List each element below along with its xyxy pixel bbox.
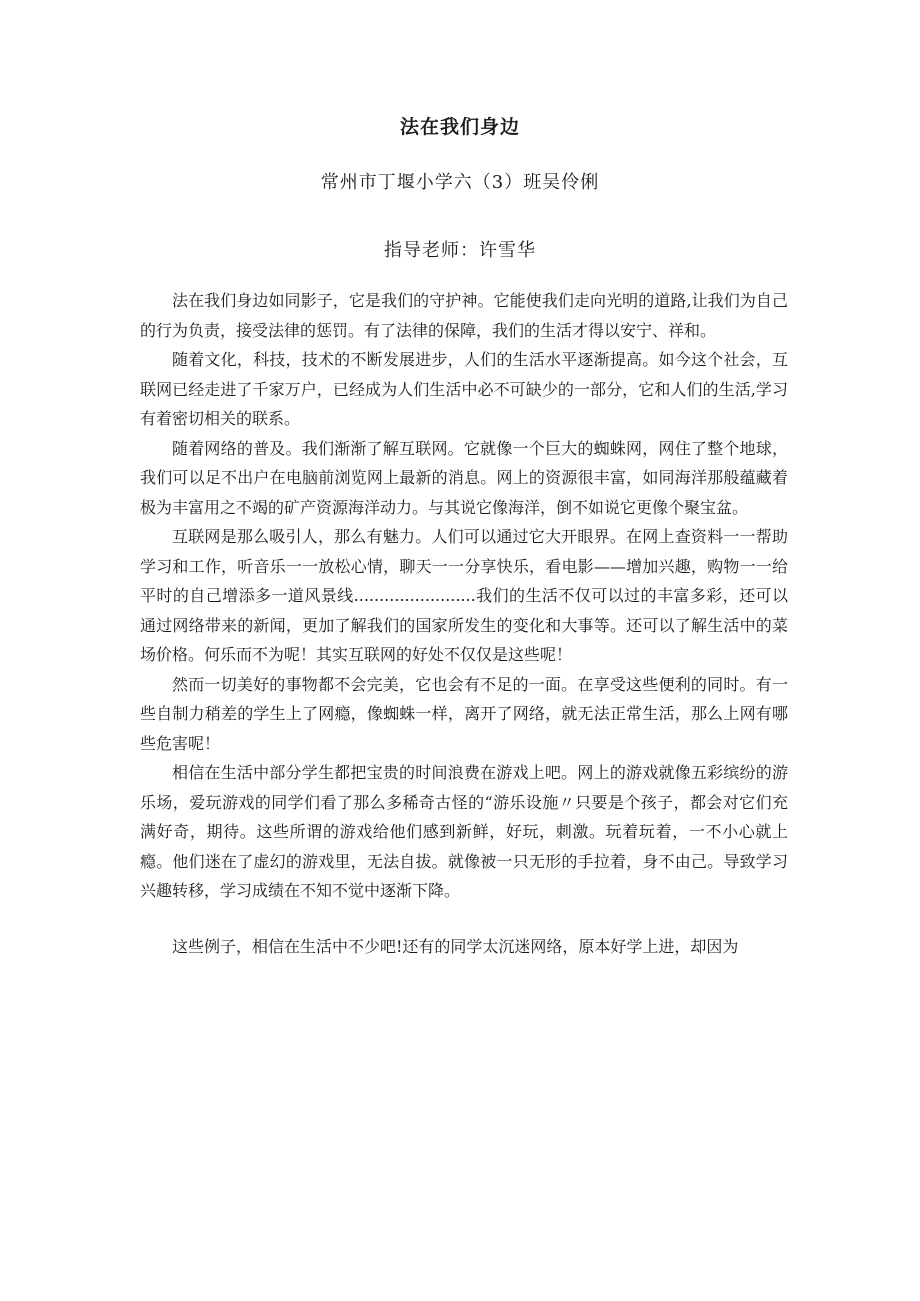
document-body (140, 286, 788, 961)
paragraph: 然而一切美好的事物都不会完美，它也会有不足的一面。在享受这些便利的同时。有一些自制力稍差的学生上了网瘾，像蜘蛛一样，离开了网络，就无法正常生活，那么上网有哪些危害呢！ (140, 674, 788, 753)
paragraph: 随着文化，科技，技术的不断发展进步，人们的生活水平逐渐提高。如今这个社会，互联网已经走进了千家万户，已经成为人们生活中必不可缺少的一部分，它和人们的生活,学习有着密切相关的联系。 (140, 350, 788, 428)
author-line: 常州市丁堰小学六（3）班吴伶俐 (320, 172, 600, 193)
paragraph: 法在我们身边如同影子，它是我们的守护神。它能使我们走向光明的道路,让我们为自己的行为负责，接受法律的惩罚。有了法律的保障，我们的生活才得以安宁、祥和。 (140, 291, 788, 340)
paragraph: 随着网络的普及。我们渐渐了解互联网。它就像一个巨大的蜘蛛网，网住了整个地球，我们可以足不出户在电脑前浏览网上最新的消息。网上的资源很丰富，如同海洋那般蕴藏着极为丰富用之不竭的矿产资源海洋动力。与其说它像海洋，倒不如说它更像个聚宝盆。 (140, 438, 788, 517)
document-title: 法在我们身边 (399, 116, 520, 138)
paragraph: 相信在生活中部分学生都把宝贵的时间浪费在游戏上吧。网上的游戏就像五彩缤纷的游乐场，爱玩游戏的同学们看了那么多稀奇古怪的“游乐设施〃只要是个孩子，都会对它们充满好奇，期待。这些所谓的游戏给他们感到新鲜，好玩，刺激。玩着玩着，一不小心就上瘾。他们迷在了虚幻的游戏里，无法自拔。就像被一只无形的手拉着，身不由己。导致学习兴趣转移，学习成绩在不知不觉中逐渐下降。 (140, 763, 788, 900)
paragraph: 互联网是那么吸引人，那么有魅力。人们可以通过它大开眼界。在网上查资料一一帮助学习和工作，听音乐一一放松心情，聊天一一分享快乐，看电影——增加兴趣，购物一一给平时的自己增添多一道风景线........................我们的生活不仅可以过的丰富多彩，还可以通过网络带来的新闻，更加了解我们的国家所发生的变化和大事等。还可以了解生活中的菜场价格。何乐而不为呢！其实互联网的好处不仅仅是这些呢！ (140, 527, 788, 664)
paragraph: 这些例子，相信在生活中不少吧!还有的同学太沉迷网络，原本好学上进，却因为 (172, 936, 739, 956)
advisor-line: 指导老师：许雪华 (384, 240, 536, 261)
